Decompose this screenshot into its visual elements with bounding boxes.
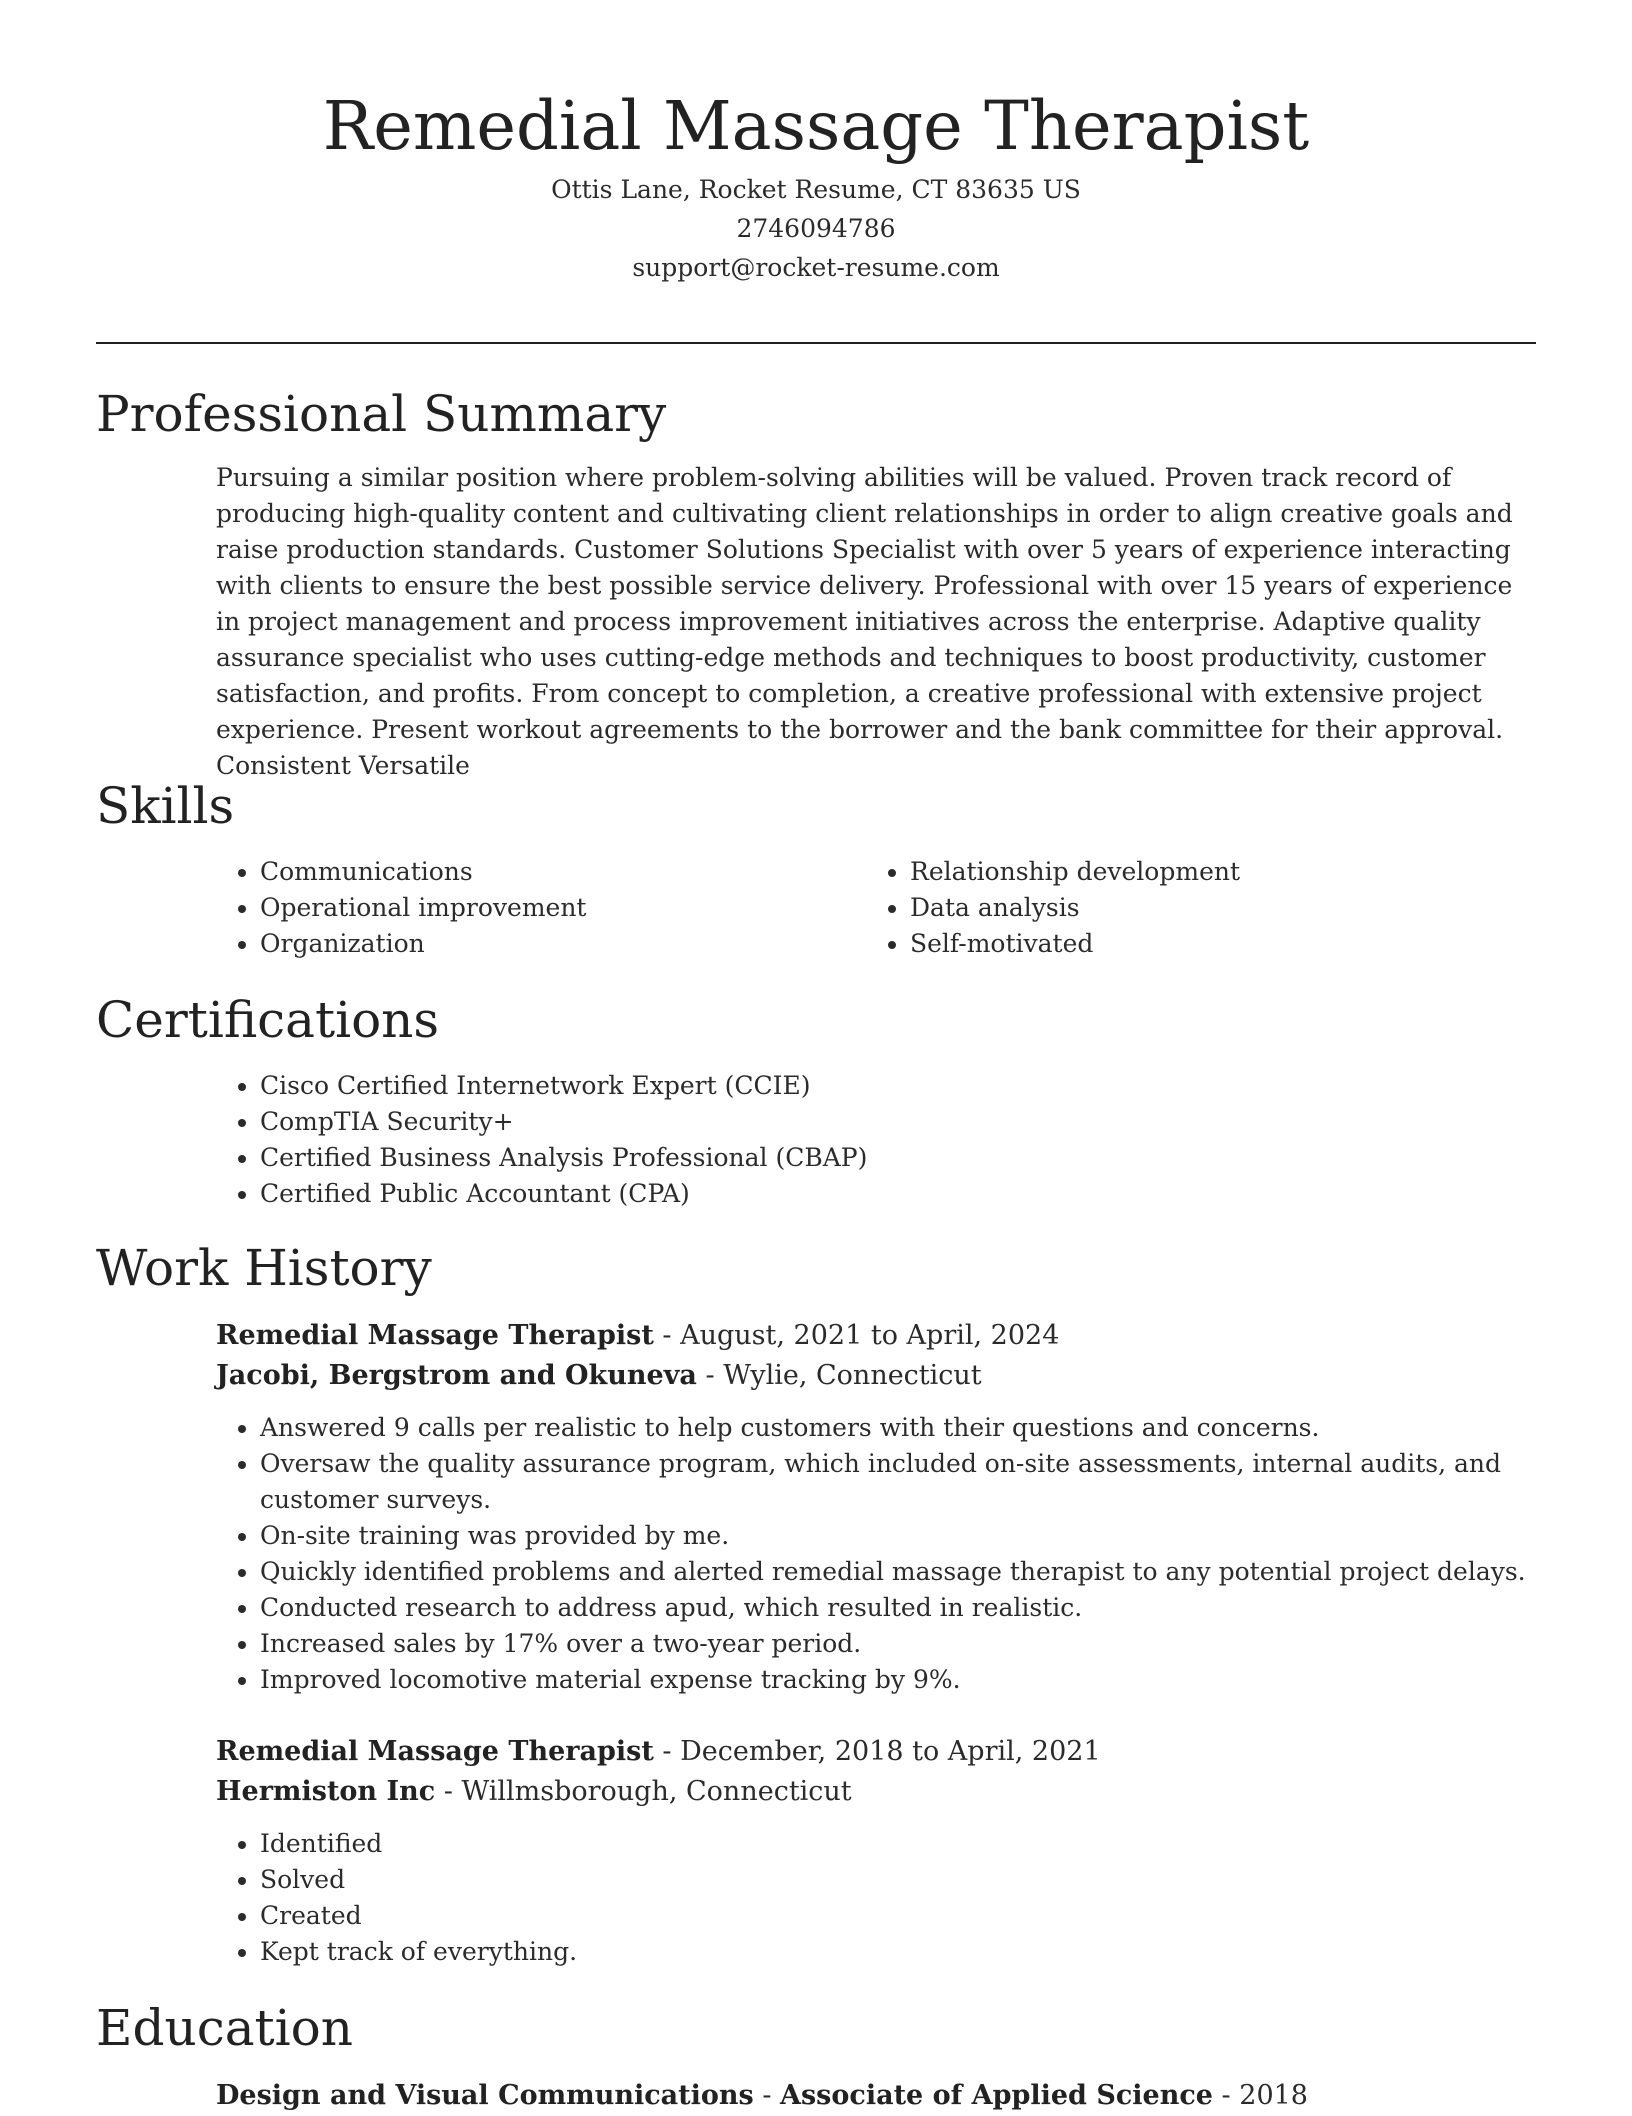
job-bullet: • Improved locomotive material expense tracking by 9%. [260,1662,1536,1698]
job-title: Remedial Massage Therapist [216,1320,654,1351]
job-bullet: • Identified [260,1826,1536,1862]
separator: - [653,1736,681,1767]
certification-item: • Certified Business Analysis Professional (CBAP) [260,1140,1516,1176]
job-bullet: • On-site training was provided by me. [260,1518,1536,1554]
job-title-line [216,1316,1536,1356]
job-location: Wylie, Connecticut [723,1360,982,1391]
job-company: Jacobi, Bergstrom and Okuneva [216,1360,697,1391]
skills-list-left [216,854,816,962]
job-title: Remedial Massage Therapist [216,1736,654,1767]
job-bullet: • Answered 9 calls per realistic to help customers with their questions and concerns. [260,1410,1536,1446]
contact-address: Ottis Lane, Rocket Resume, CT 83635 US [551,175,1081,204]
work-history-heading: Work History [96,1239,432,1297]
skill-item: • Operational improvement [260,890,816,926]
certifications-list-container [216,1068,1516,1212]
education-degree: Associate of Applied Science [780,2080,1213,2111]
skill-item: • Self-motivated [910,926,1526,962]
job-company: Hermiston Inc [216,1776,436,1807]
education-heading: Education [96,1999,353,2057]
skill-item: • Organization [260,926,816,962]
job-company-line [216,1356,1536,1396]
job-location: Willmsborough, Connecticut [461,1776,852,1807]
job-title-line [216,1732,1536,1772]
job-bullet: • Kept track of everything. [260,1934,1536,1970]
job-bullet: • Solved [260,1862,1536,1898]
skills-heading: Skills [96,777,235,835]
certification-item: • Certified Public Accountant (CPA) [260,1176,1516,1212]
job-company-line [216,1772,1536,1812]
education-entry [216,2076,1536,2116]
job-dates: August, 2021 to April, 2024 [680,1320,1060,1351]
candidate-name: Remedial Massage Therapist [322,87,1310,165]
job-bullet: • Increased sales by 17% over a two-year period. [260,1626,1536,1662]
separator: - [696,1360,724,1391]
certification-item: • CompTIA Security+ [260,1104,1516,1140]
job-bullets [216,1826,1536,1970]
skill-item: • Communications [260,854,816,890]
summary-heading: Professional Summary [96,385,667,443]
certification-item: • Cisco Certified Internetwork Expert (CCIE) [260,1068,1516,1104]
job-bullet: • Conducted research to address apud, which resulted in realistic. [260,1590,1536,1626]
contact-email: support@rocket-resume.com [632,253,1000,282]
separator: - [435,1776,462,1807]
job-bullets [216,1410,1536,1698]
contact-phone: 2746094786 [736,214,896,243]
certifications-heading: Certifications [96,991,440,1049]
job-entry [216,1316,1536,1698]
job-bullet: • Oversaw the quality assurance program, which included on-site assessments, internal audits, and customer surveys. [260,1446,1536,1518]
job-dates: December, 2018 to April, 2021 [680,1736,1101,1767]
certifications-list [216,1068,1516,1212]
job-bullet: • Quickly identified problems and alerted remedial massage therapist to any potential project delays. [260,1554,1536,1590]
skill-item: • Data analysis [910,890,1526,926]
job-bullet: • Created [260,1898,1536,1934]
separator: - [753,2080,781,2111]
resume-header [0,82,1632,287]
skills-list-right [866,854,1526,962]
education-field: Design and Visual Communications [216,2080,754,2111]
summary-text: Pursuing a similar position where problem-solving abilities will be valued. Proven track record of producing high-quality content and cultivating client relationships in order to align creative goals and raise production standards. Customer Solutions Specialist with over 5 years of experience interacting with clients to ensure the best possible service delivery. Professional with over 15 years of experience in project management and process improvement initiatives across the enterprise. Adaptive quality assurance specialist who uses cutting-edge methods and techniques to boost productivity, customer satisfaction, and profits. From concept to completion, a creative professional with extensive project experience. Present workout agreements to the borrower and the bank committee for their approval. Consistent Versatile [216,463,1513,780]
separator: - [1212,2080,1240,2111]
job-entry [216,1732,1536,1970]
skills-column-right [866,854,1526,962]
header-divider [96,342,1536,344]
separator: - [653,1320,681,1351]
skill-item: • Relationship development [910,854,1526,890]
education-year: 2018 [1239,2080,1308,2111]
skills-column-left [216,854,816,962]
